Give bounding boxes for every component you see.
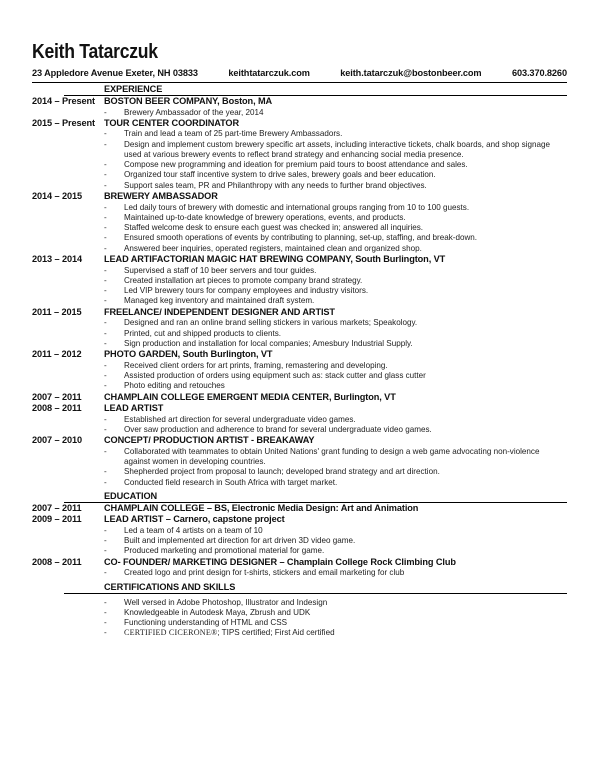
bullet-item: - Compose new programming and ideation for premium paid tours to boost attendance and sales.: [104, 160, 567, 170]
bullet-item: - Brewery Ambassador of the year, 2014: [104, 108, 567, 118]
candidate-name: Keith Tatarczuk: [32, 41, 158, 63]
bullet-item: - Supervised a staff of 10 beer servers and tour guides.: [104, 266, 567, 276]
entry-heading: [32, 435, 567, 447]
entry-title: LEAD ARTIST – Carnero, capstone project: [104, 514, 285, 525]
entry-title: PHOTO GARDEN, South Burlington, VT: [104, 349, 273, 360]
entry-title: LEAD ARTIST: [104, 403, 164, 414]
address: 23 Appledore Avenue Exeter, NH 03833: [32, 68, 198, 78]
entry-date: 2014 – 2015: [32, 191, 82, 202]
cicerone-cert: CERTIFIED CICERONE®: [124, 628, 218, 638]
bullet-item: - Established art direction for several undergraduate video games.: [104, 415, 567, 425]
entry-bullets: [104, 447, 567, 488]
entry-title: LEAD ARTIFACTORIAN MAGIC HAT BREWING COMPANY, South Burlington, VT: [104, 254, 446, 265]
other-certs: ; TIPS certified; First Aid certified: [217, 628, 335, 638]
entry-date: 2015 – Present: [32, 117, 95, 128]
entry-date: 2011 – 2015: [32, 306, 82, 317]
section-heading-education: EDUCATION: [104, 490, 158, 501]
bullet-item: - Over saw production and adherence to brand for several undergraduate video games.: [104, 425, 567, 435]
entry-bullets: [104, 129, 567, 191]
bullet-item: - Printed, cut and shipped products to clients.: [104, 329, 567, 339]
skill-item: - Knowledgeable in Autodesk Maya, Zbrush and UDK: [104, 608, 567, 618]
experience-section: [32, 96, 567, 488]
entry-date: 2013 – 2014: [32, 254, 82, 265]
entry-bullets: [104, 203, 567, 254]
entry-heading: [32, 96, 567, 108]
entry-bullets: [104, 568, 567, 578]
entry-bullets: [104, 526, 567, 557]
bullet-item: - Created logo and print design for t-shirts, stickers and email marketing for club: [104, 568, 567, 578]
bullet-item: - Managed keg inventory and maintained draft system.: [104, 296, 567, 306]
bullet-item: - Answered beer inquiries, operated registers, maintained clean and organized shop.: [104, 244, 567, 254]
bullet-item: - Received client orders for art prints, framing, remastering and developing.: [104, 361, 567, 371]
entry-heading: [32, 403, 567, 415]
bullet-item: - Train and lead a team of 25 part-time Brewery Ambassadors.: [104, 129, 567, 139]
bullet-item: - Assisted production of orders using equipment such as: stack cutter and glass cutter: [104, 371, 567, 381]
entry-bullets: [104, 361, 567, 392]
bullet-item: - Produced marketing and promotional material for game.: [104, 546, 567, 556]
bullet-item: - Organized tour staff incentive system to drive sales, brewery goals and beer education.: [104, 170, 567, 180]
skills-list: [104, 598, 567, 639]
entry-heading: [32, 557, 567, 569]
bullet-item: - Designed and ran an online brand selling stickers in various markets; Speakology.: [104, 318, 567, 328]
website-link[interactable]: keithtatarczuk.com: [228, 68, 310, 78]
bullet-item: - Maintained up-to-date knowledge of brewery operations, events, and products.: [104, 213, 567, 223]
bullet-item: - Built and implemented art direction for art driven 3D video game.: [104, 536, 567, 546]
bullet-item: - Ensured smooth operations of events by contributing to planning, set-up, staffing, and break-down.: [104, 233, 567, 243]
entry-bullets: [104, 108, 567, 118]
entry-title: FREELANCE/ INDEPENDENT DESIGNER AND ARTIST: [104, 306, 335, 317]
bullet-item: - Created installation art pieces to promote company brand strategy.: [104, 276, 567, 286]
entry-heading: [32, 254, 567, 266]
skill-item: [104, 628, 567, 638]
entry-heading: [32, 307, 567, 319]
entry-title: CHAMPLAIN COLLEGE EMERGENT MEDIA CENTER, Burlington, VT: [104, 391, 396, 402]
bullet-item: - Collaborated with teammates to obtain United Nations' grant funding to design a web game advocating non-violence against women in developing countries.: [104, 447, 567, 468]
entry-heading: [32, 514, 567, 526]
bullet-item: - Led VIP brewery tours for company employees and industry visitors.: [104, 286, 567, 296]
resume-page: [32, 40, 567, 639]
bullet-item: - Conducted field research in South Africa with target market.: [104, 478, 567, 488]
section-heading-experience: EXPERIENCE: [104, 84, 163, 94]
skill-item: - Well versed in Adobe Photoshop, Illustrator and Indesign: [104, 598, 567, 608]
entry-title: BREWERY AMBASSADOR: [104, 191, 218, 202]
entry-heading: [32, 503, 567, 515]
entry-date: 2009 – 2011: [32, 514, 82, 525]
entry-date: 2007 – 2011: [32, 391, 82, 402]
entry-date: 2007 – 2011: [32, 502, 82, 513]
entry-date: 2008 – 2011: [32, 556, 82, 567]
bullet-item: - Support sales team, PR and Philanthropy with any needs to further brand objectives.: [104, 181, 567, 191]
education-section: [32, 503, 567, 579]
skill-item: - Functioning understanding of HTML and CSS: [104, 618, 567, 628]
entry-heading: [32, 392, 567, 404]
entry-bullets: [104, 318, 567, 349]
entry-title: CHAMPLAIN COLLEGE – BS, Electronic Media Design: Art and Animation: [104, 502, 419, 513]
bullet-item: - Led daily tours of brewery with domestic and international groups ranging from 10 to 100 guests.: [104, 203, 567, 213]
entry-title: TOUR CENTER COORDINATOR: [104, 117, 240, 128]
bullet-item: - Photo editing and retouches: [104, 381, 567, 391]
entry-heading: [32, 191, 567, 203]
entry-date: 2014 – Present: [32, 96, 95, 106]
bullet-item: - Shepherded project from proposal to launch; developed brand strategy and art direction.: [104, 467, 567, 477]
bullet-item: - Staffed welcome desk to ensure each guest was checked in; answered all inquiries.: [104, 223, 567, 233]
bullet-item: - Sign production and installation for local companies; Amesbury Industrial Supply.: [104, 339, 567, 349]
section-heading-skills: CERTIFICATIONS AND SKILLS: [104, 581, 236, 592]
entry-date: 2008 – 2011: [32, 403, 82, 414]
email-link[interactable]: keith.tatarczuk@bostonbeer.com: [340, 68, 482, 78]
entry-bullets: [104, 266, 567, 307]
entry-title: CONCEPT/ PRODUCTION ARTIST - BREAKAWAY: [104, 435, 315, 446]
entry-title: BOSTON BEER COMPANY, Boston, MA: [104, 96, 273, 106]
entry-bullets: [104, 415, 567, 436]
entry-heading: [32, 349, 567, 361]
entry-title: CO- FOUNDER/ MARKETING DESIGNER – Champlain College Rock Climbing Club: [104, 556, 456, 567]
phone-number: 603.370.8260: [511, 68, 567, 78]
entry-date: 2007 – 2010: [32, 435, 82, 446]
bullet-item: - Design and implement custom brewery specific art assets, including interactive tickets, chalk boards, and shop signage used at various brewery events to reflect brand strategy and enhancing social media presence.: [104, 140, 567, 161]
bullet-item: - Led a team of 4 artists on a team of 10: [104, 526, 567, 536]
contact-line: [32, 67, 567, 79]
header-divider: [32, 82, 567, 83]
entry-heading: [32, 118, 567, 130]
entry-date: 2011 – 2012: [32, 349, 82, 360]
